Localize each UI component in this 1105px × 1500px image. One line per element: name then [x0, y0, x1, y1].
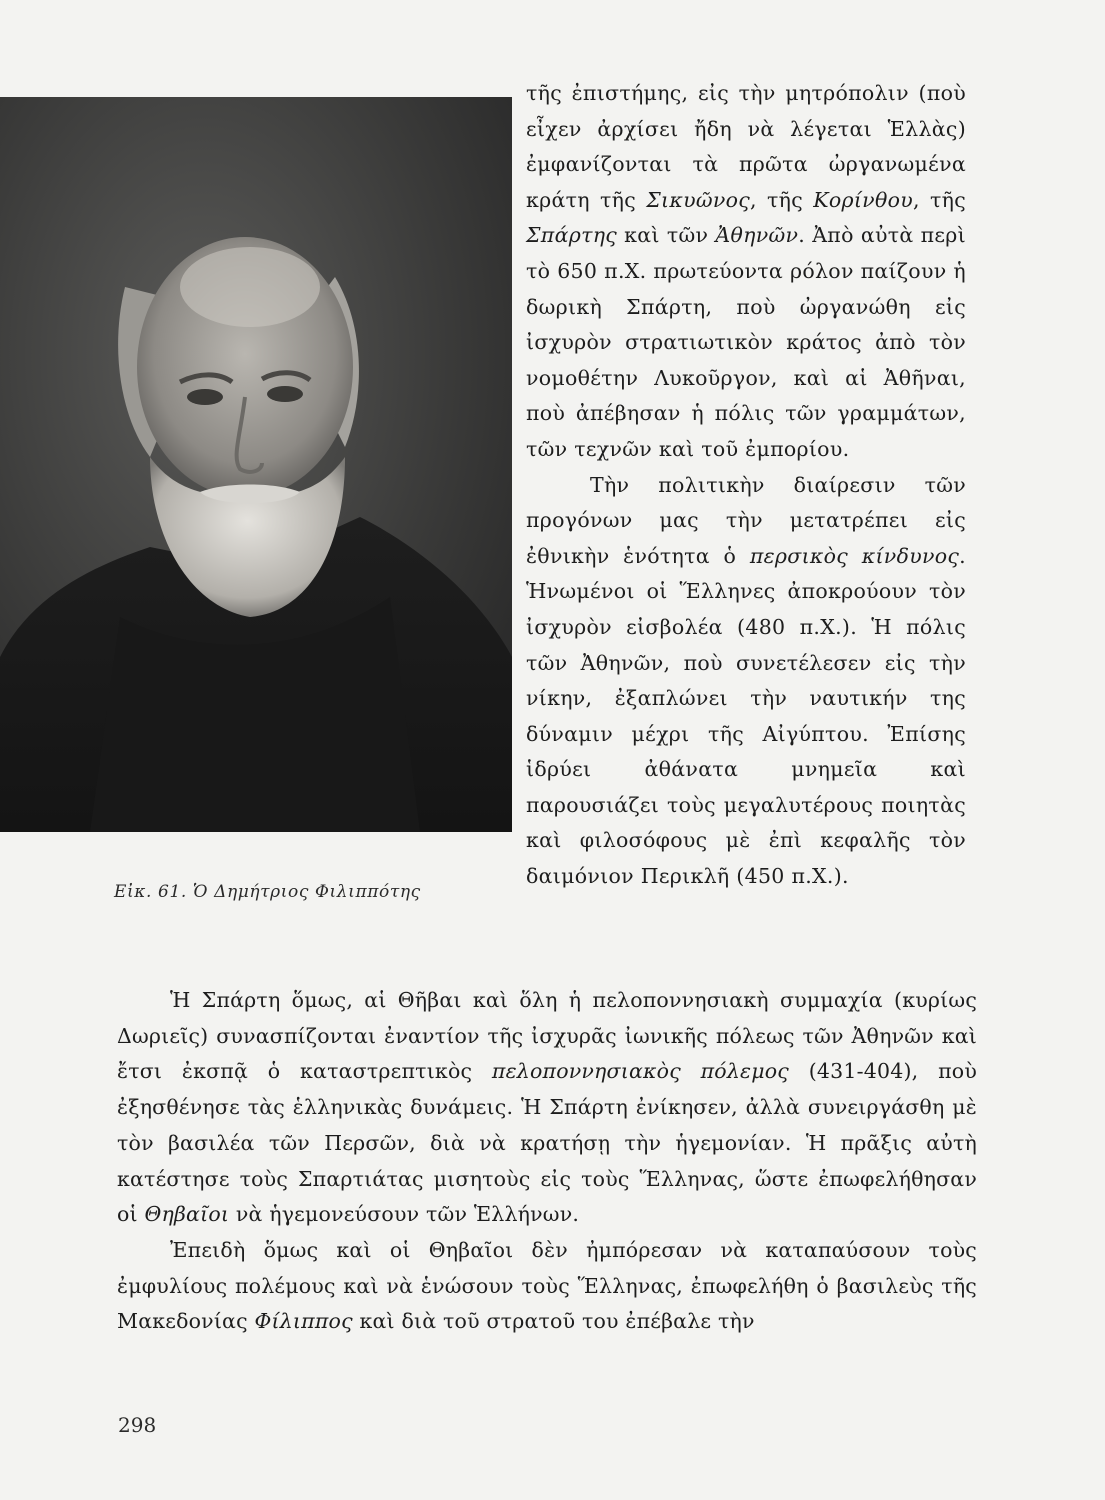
italic-run: Σικυῶνος: [646, 187, 751, 212]
text-column-right: [526, 76, 966, 895]
text-run: , τῆς: [750, 187, 814, 212]
italic-run: πελοποννησιακὸς πόλεμος: [491, 1059, 789, 1084]
italic-run: Ἀθηνῶν: [715, 223, 799, 248]
text-run: καὶ διὰ τοῦ στρατοῦ του ἐπέβαλε τὴν: [352, 1309, 755, 1334]
figure-caption: Εἰκ. 61. Ὁ Δημήτριος Φιλιππότης: [114, 882, 421, 902]
text-run: καὶ τῶν: [617, 223, 716, 248]
text-run: Τὴν πολιτικὴν διαίρεσιν τῶν προγόνων μας τὴν μετατρέπει εἰς ἐθνικὴν ἑνότητα ὁ: [526, 472, 966, 568]
portrait-photo: [0, 97, 512, 832]
text-run: . Ἡνωμένοι οἱ Ἕλληνες ἀποκρούουν τὸν ἰσχυρὸν εἰσβολέα (480 π.Χ.). Ἡ πόλις τῶν Ἀθηνῶν, ποὺ συνετέλεσεν εἰς τὴν νίκην, ἐξαπλώνει τὴν ναυτικήν της δύναμιν μέχρι τῆς Αἰγύπτου. Ἐπίσης ἱδρύει ἀθάνατα μνημεῖα καὶ παρουσιάζει τοὺς μεγαλυτέρους ποιητὰς καὶ φιλοσόφους μὲ ἐπὶ κεφαλῆς τὸν δαιμόνιον Περικλῆ (450 π.Χ.).: [526, 543, 966, 889]
text-run: τῆς ἐπιστήμης, εἰς τὴν μητρόπολιν (ποὺ εἶχεν ἀρχίσει ἤδη νὰ λέγεται Ἑλλὰς) ἐμφανίζονται τὰ πρῶτα ὠργανωμένα κράτη τῆς: [526, 81, 966, 212]
text-run: νὰ ἡγεμονεύσουν τῶν Ἑλλήνων.: [229, 1202, 580, 1227]
paragraph: [117, 1233, 977, 1340]
text-body-full-width: [117, 983, 977, 1340]
italic-run: Κορίνθου: [813, 187, 913, 212]
text-run: . Ἀπὸ αὐτὰ περὶ τὸ 650 π.Χ. πρωτεύοντα ρόλον παίζουν ἡ δωρικὴ Σπάρτη, ποὺ ὠργανώθη εἰς ἰσχυρὸν στρατιωτικὸν κράτος ἀπὸ τὸν νομοθέτην Λυκοῦργον, καὶ αἱ Ἀθῆναι, ποὺ ἀπέβησαν ἡ πόλις τῶν γραμμάτων, τῶν τεχνῶν καὶ τοῦ ἐμπορίου.: [526, 223, 966, 461]
italic-run: Σπάρτης: [526, 223, 618, 248]
page-number: 298: [118, 1413, 157, 1437]
text-run: Ἐπειδὴ ὅμως καὶ οἱ Θηβαῖοι δὲν ἠμπόρεσαν νὰ καταπαύσουν τοὺς ἐμφυλίους πολέμους καὶ νὰ ἑνώσουν τοὺς Ἕλληνας, ἐπωφελήθη ὁ βασιλεὺς τῆς Μακεδονίας: [117, 1237, 977, 1334]
text-run: (431-404), ποὺ ἐξησθένησε τὰς ἑλληνικὰς δυνάμεις. Ἡ Σπάρτη ἐνίκησεν, ἀλλὰ συνειργάσθη μὲ τὸν βασιλέα τῶν Περσῶν, διὰ νὰ κρατήσῃ τὴν ἡγεμονίαν. Ἡ πρᾶξις αὐτὴ κατέστησε τοὺς Σπαρτιάτας μισητοὺς εἰς τοὺς Ἕλληνας, ὥστε ἐπωφελήθησαν οἱ: [117, 1059, 978, 1227]
italic-run: Θηβαῖοι: [144, 1202, 230, 1227]
paragraph: [526, 76, 966, 468]
paragraph: [117, 983, 977, 1233]
italic-run: περσικὸς κίνδυνος: [749, 543, 960, 568]
text-run: , τῆς: [913, 187, 966, 212]
italic-run: Φίλιππος: [254, 1309, 353, 1334]
portrait-image: [0, 97, 512, 832]
paragraph: [526, 468, 966, 895]
text-run: Ἡ Σπάρτη ὅμως, αἱ Θῆβαι καὶ ὅλη ἡ πελοποννησιακὴ συμμαχία (κυρίως Δωριεῖς) συνασπίζονται ἐναντίον τῆς ἰσχυρᾶς ἰωνικῆς πόλεως τῶν Ἀθηνῶν καὶ ἔτσι ἐκσπᾷ ὁ καταστρεπτικὸς: [117, 988, 977, 1084]
